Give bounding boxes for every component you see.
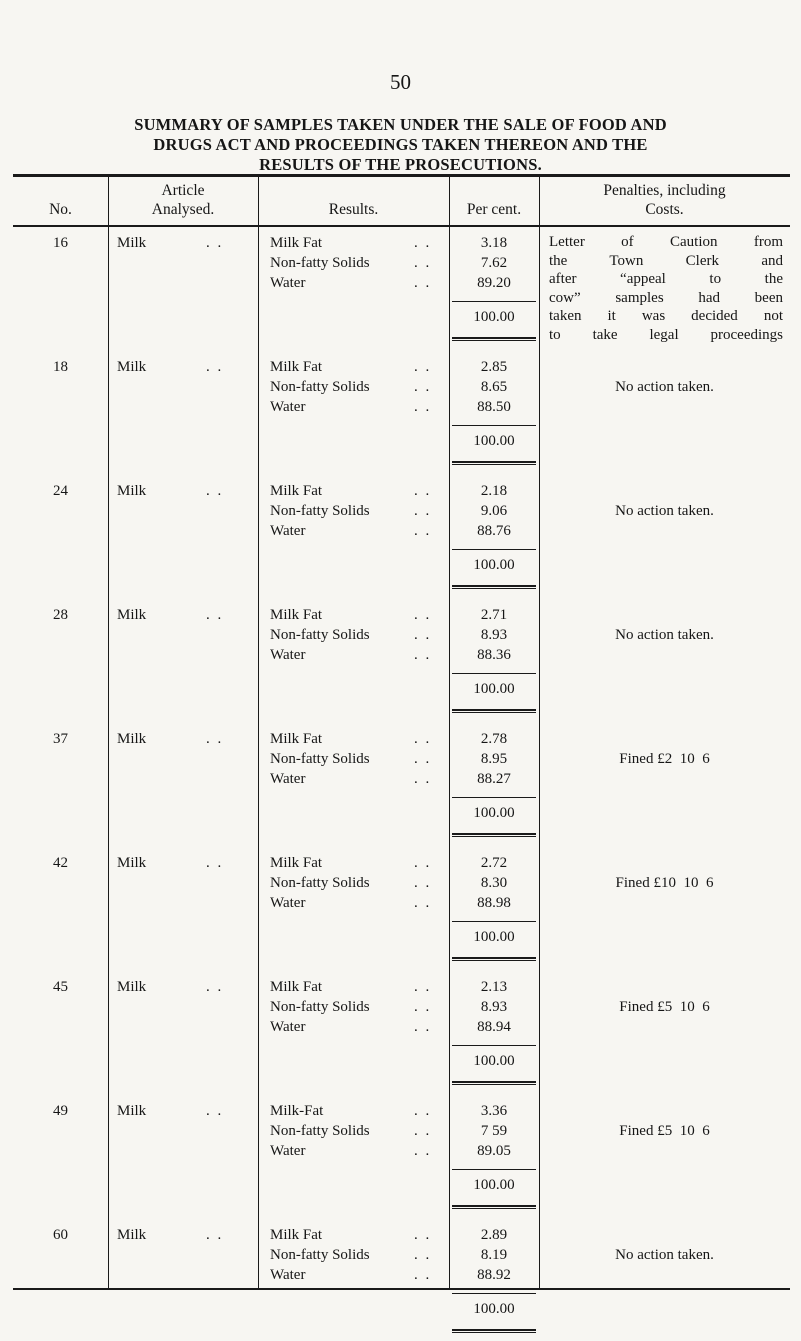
result-total: 100.00 [473,557,515,573]
table-top-rule [13,174,790,177]
total-double-rule [452,960,536,961]
result-value: 8.93 [480,627,508,643]
penalty-text: No action taken. [615,379,714,395]
leader-dots: . . [414,1019,432,1035]
result-value: 2.13 [480,979,508,995]
leader-dots: . . [414,1247,432,1263]
leader-dots: . . [414,751,432,767]
result-label: Non-fatty Solids [270,875,370,891]
total-double-rule [452,461,536,463]
leader-dots: . . [414,235,432,251]
result-label: Milk Fat [270,607,323,623]
leader-dots: . . [206,1103,224,1119]
total-double-rule [452,1205,536,1207]
result-label: Water [270,1143,306,1159]
leader-dots: . . [414,483,432,499]
leader-dots: . . [206,359,224,375]
result-total: 100.00 [473,929,515,945]
leader-dots: . . [206,1227,224,1243]
leader-dots: . . [414,731,432,747]
leader-dots: . . [414,503,432,519]
result-value: 2.78 [480,731,508,747]
leader-dots: . . [414,855,432,871]
total-double-rule [452,957,536,959]
penalty-text [549,233,783,344]
total-double-rule [452,588,536,589]
penalty-text: Fined £2 10 6 [619,751,710,767]
leader-dots: . . [414,359,432,375]
leader-dots: . . [206,235,224,251]
leader-dots: . . [414,647,432,663]
result-label: Non-fatty Solids [270,379,370,395]
header-penalties [539,181,790,219]
penalty-text: No action taken. [615,627,714,643]
sample-number: 60 [53,1227,68,1243]
article-name: Milk [117,731,147,747]
penalty-line: the Town Clerk and [549,252,783,269]
total-double-rule [452,836,536,837]
leader-dots: . . [414,255,432,271]
total-double-rule [452,337,536,339]
total-double-rule [452,1208,536,1209]
leader-dots: . . [414,275,432,291]
leader-dots: . . [414,1143,432,1159]
leader-dots: . . [414,1103,432,1119]
leader-dots: . . [206,607,224,623]
total-rule [452,1293,536,1294]
result-label: Water [270,1267,306,1283]
result-label: Non-fatty Solids [270,1123,370,1139]
result-label: Non-fatty Solids [270,503,370,519]
result-value: 89.05 [477,1143,511,1159]
leader-dots: . . [206,731,224,747]
total-rule [452,1169,536,1170]
result-value: 88.92 [477,1267,511,1283]
header-article-line: Analysed. [151,201,215,218]
total-rule [452,921,536,922]
header-no: No. [49,201,72,218]
result-label: Water [270,399,306,415]
result-label: Water [270,895,306,911]
result-value: 88.50 [477,399,511,415]
article-name: Milk [117,1103,147,1119]
result-label: Water [270,275,306,291]
article-name: Milk [117,359,147,375]
leader-dots: . . [414,1123,432,1139]
leader-dots: . . [414,979,432,995]
leader-dots: . . [414,523,432,539]
total-double-rule [452,464,536,465]
result-value: 88.36 [477,647,511,663]
leader-dots: . . [414,999,432,1015]
total-double-rule [452,1084,536,1085]
result-value: 88.76 [477,523,511,539]
total-rule [452,1045,536,1046]
penalty-line: cow” samples had been [549,289,783,306]
penalty-text: Fined £5 10 6 [619,999,710,1015]
result-value: 7 59 [480,1123,508,1139]
result-value: 2.18 [480,483,508,499]
result-total: 100.00 [473,1177,515,1193]
result-value: 2.85 [480,359,508,375]
penalty-line: taken it was decided not [549,308,783,324]
result-label: Milk Fat [270,1227,323,1243]
leader-dots: . . [206,979,224,995]
penalty-text: No action taken. [615,503,714,519]
total-rule [452,797,536,798]
article-name: Milk [117,855,147,871]
result-label: Milk Fat [270,979,323,995]
penalty-text: Fined £5 10 6 [619,1123,710,1139]
result-label: Non-fatty Solids [270,999,370,1015]
title-line: RESULTS OF THE PROSECUTIONS. [259,155,542,174]
result-label: Water [270,771,306,787]
article-name: Milk [117,979,147,995]
leader-dots: . . [206,855,224,871]
result-label: Non-fatty Solids [270,751,370,767]
penalty-line: Letter of Caution from [549,234,783,250]
header-per-cent: Per cent. [466,201,522,218]
result-value: 2.71 [480,607,508,623]
total-double-rule [452,833,536,835]
total-double-rule [452,1329,536,1331]
sample-number: 45 [53,979,68,995]
leader-dots: . . [414,875,432,891]
total-double-rule [452,709,536,711]
result-label: Milk Fat [270,483,323,499]
result-label: Milk Fat [270,731,323,747]
column-rule [108,176,109,1288]
penalty-text: No action taken. [615,1247,714,1263]
total-rule [452,673,536,674]
leader-dots: . . [414,1267,432,1283]
article-name: Milk [117,1227,147,1243]
result-total: 100.00 [473,433,515,449]
header-bottom-rule [13,225,790,227]
leader-dots: . . [414,1227,432,1243]
result-total: 100.00 [473,805,515,821]
total-double-rule [452,340,536,341]
result-value: 2.89 [480,1227,508,1243]
leader-dots: . . [414,895,432,911]
result-label: Non-fatty Solids [270,1247,370,1263]
sample-number: 16 [53,235,68,251]
total-double-rule [452,585,536,587]
leader-dots: . . [206,483,224,499]
result-value: 3.36 [480,1103,508,1119]
result-total: 100.00 [473,1301,515,1317]
total-rule [452,425,536,426]
total-double-rule [452,1332,536,1333]
sample-number: 42 [53,855,68,871]
result-value: 88.94 [477,1019,511,1035]
result-total: 100.00 [473,1053,515,1069]
result-value: 7.62 [480,255,508,271]
result-label: Water [270,647,306,663]
result-value: 8.95 [480,751,508,767]
article-name: Milk [117,607,147,623]
sample-number: 28 [53,607,68,623]
article-name: Milk [117,235,147,251]
penalty-line: to take legal proceedings [549,326,783,343]
total-rule [452,301,536,302]
leader-dots: . . [414,399,432,415]
title-line: SUMMARY OF SAMPLES TAKEN UNDER THE SALE OF FOOD AND [134,115,667,134]
header-article [108,181,258,219]
table-bottom-rule [13,1288,790,1290]
sample-number: 49 [53,1103,68,1119]
result-label: Milk Fat [270,855,323,871]
result-value: 89.20 [477,275,511,291]
result-value: 8.65 [480,379,508,395]
title-line: DRUGS ACT AND PROCEEDINGS TAKEN THEREON AND THE [153,135,648,154]
header-article-line: Article [161,182,205,199]
result-label: Non-fatty Solids [270,627,370,643]
sample-number: 24 [53,483,68,499]
result-value: 8.30 [480,875,508,891]
sample-number: 18 [53,359,68,375]
result-value: 8.93 [480,999,508,1015]
result-total: 100.00 [473,681,515,697]
result-value: 88.98 [477,895,511,911]
result-label: Water [270,523,306,539]
result-total: 100.00 [473,309,515,325]
result-label: Milk Fat [270,235,323,251]
leader-dots: . . [414,627,432,643]
total-double-rule [452,1081,536,1083]
total-double-rule [452,712,536,713]
result-value: 8.19 [480,1247,508,1263]
leader-dots: . . [414,607,432,623]
result-label: Milk Fat [270,359,323,375]
leader-dots: . . [414,771,432,787]
penalty-line: after “appeal to the [549,271,783,287]
sample-number: 37 [53,731,68,747]
result-value: 2.72 [480,855,508,871]
result-value: 9.06 [480,503,508,519]
column-rule [258,176,259,1288]
result-value: 3.18 [480,235,508,251]
result-label: Non-fatty Solids [270,255,370,271]
result-value: 88.27 [477,771,511,787]
result-label: Milk-Fat [270,1103,324,1119]
leader-dots: . . [414,379,432,395]
total-rule [452,549,536,550]
result-label: Water [270,1019,306,1035]
header-penalties-line: Costs. [645,201,684,218]
page-number: 50 [390,70,411,94]
penalty-text: Fined £10 10 6 [615,875,714,891]
article-name: Milk [117,483,147,499]
header-results: Results. [328,201,379,218]
header-penalties-line: Penalties, including [603,182,726,199]
